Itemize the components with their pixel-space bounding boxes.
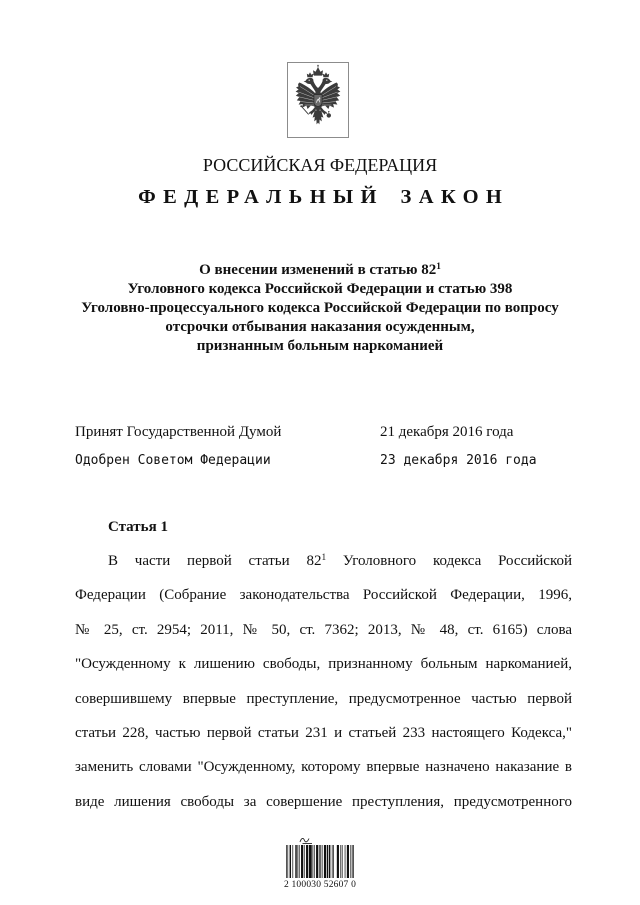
article-line: заменить словами "Осужденному, которому впервые назначено наказание в bbox=[75, 759, 572, 776]
article-superscript: 1 bbox=[321, 552, 327, 563]
title-line-2: Уголовного кодекса Российской Федерации и статью 398 bbox=[127, 281, 513, 297]
article-line: № 25, ст. 2954; 2011, № 50, ст. 7362; 2013, № 48, ст. 6165) слова bbox=[75, 621, 572, 638]
article-line: статьи 228, частью первой статьи 231 и статьей 233 настоящего Кодекса," bbox=[75, 724, 572, 741]
signature-mark-svg bbox=[299, 836, 313, 845]
barcode-bar bbox=[295, 845, 296, 878]
article-line: виде лишения свободы за совершение преступления, предусмотренного bbox=[75, 793, 572, 810]
barcode-bar bbox=[316, 845, 318, 878]
barcode-bar bbox=[301, 845, 303, 878]
barcode-bars bbox=[286, 845, 354, 878]
article-line: совершившему впервые преступление, предусмотренное частью первой bbox=[75, 690, 572, 707]
barcode-bar bbox=[297, 845, 298, 878]
barcode-bar bbox=[333, 845, 334, 878]
scepter-knob bbox=[300, 105, 302, 107]
barcode-bar bbox=[292, 845, 293, 878]
barcode-bar bbox=[320, 845, 321, 878]
barcode-bar bbox=[322, 845, 323, 878]
barcode-icon bbox=[286, 845, 354, 878]
article-line-text: В части первой статьи 82 bbox=[108, 553, 322, 569]
barcode-bar bbox=[329, 845, 330, 878]
article-line: Федерации (Собрание законодательства Российской Федерации, 1996, bbox=[75, 587, 572, 604]
barcode-bar bbox=[309, 845, 312, 878]
eagle-eye bbox=[309, 80, 310, 81]
title-line-5: признанным больным наркоманией bbox=[196, 338, 444, 354]
barcode-bar bbox=[342, 845, 343, 878]
signature-mark-icon bbox=[299, 836, 313, 845]
article-line: "Осужденному к лишению свободы, признанному больным наркоманией, bbox=[75, 656, 572, 673]
adoption-row-council bbox=[75, 451, 575, 471]
barcode-bar bbox=[327, 845, 328, 878]
law-title bbox=[40, 261, 600, 356]
article-line bbox=[75, 544, 572, 578]
barcode-bar bbox=[324, 845, 326, 878]
barcode-bar bbox=[337, 845, 339, 878]
article-body bbox=[75, 544, 572, 819]
barcode-bar bbox=[353, 845, 354, 878]
approval-label: Одобрен Советом Федерации bbox=[75, 453, 271, 468]
adoption-row-duma bbox=[75, 422, 575, 442]
adoption-date: 21 декабря 2016 года bbox=[380, 424, 514, 440]
barcode-bar bbox=[312, 845, 313, 878]
barcode-bar bbox=[290, 845, 291, 878]
shield-icon bbox=[314, 95, 322, 107]
barcode-bar bbox=[304, 845, 305, 878]
barcode-bar bbox=[287, 845, 288, 878]
barcode-bar bbox=[306, 845, 308, 878]
title-line-3: Уголовно-процессуального кодекса Российской Федерации по вопросу bbox=[81, 300, 559, 316]
barcode-bar bbox=[347, 845, 349, 878]
title-line-1 bbox=[40, 261, 600, 280]
barcode-number: 2 100030 52607 0 bbox=[283, 880, 357, 890]
title-line-4: отсрочки отбывания наказания осужденным, bbox=[165, 319, 475, 335]
barcode-bar bbox=[286, 845, 287, 878]
approval-date: 23 декабря 2016 года bbox=[380, 453, 537, 468]
article-heading: Статья 1 bbox=[108, 519, 168, 535]
barcode-bar bbox=[314, 845, 315, 878]
emblem bbox=[287, 62, 349, 138]
barcode-bar bbox=[350, 845, 351, 878]
barcode-bar bbox=[345, 845, 346, 878]
country-name: РОССИЙСКАЯ ФЕДЕРАЦИЯ bbox=[202, 155, 438, 175]
title-line-1-text: О внесении изменений в статью 82 bbox=[199, 262, 437, 278]
barcode-bar bbox=[332, 845, 333, 878]
adoption-label: Принят Государственной Думой bbox=[75, 424, 282, 440]
signature-mark-stroke bbox=[300, 838, 312, 843]
barcode-bar bbox=[319, 845, 320, 878]
article-line-text: Уголовного кодекса Российской bbox=[342, 553, 572, 569]
document-type: ФЕДЕРАЛЬНЫЙ ЗАКОН bbox=[138, 186, 510, 208]
barcode-bar bbox=[299, 845, 300, 878]
barcode-bar bbox=[352, 845, 353, 878]
orb-icon bbox=[327, 113, 331, 117]
coat-of-arms-icon bbox=[287, 62, 349, 138]
title-superscript: 1 bbox=[436, 261, 441, 272]
barcode-bar bbox=[340, 845, 341, 878]
